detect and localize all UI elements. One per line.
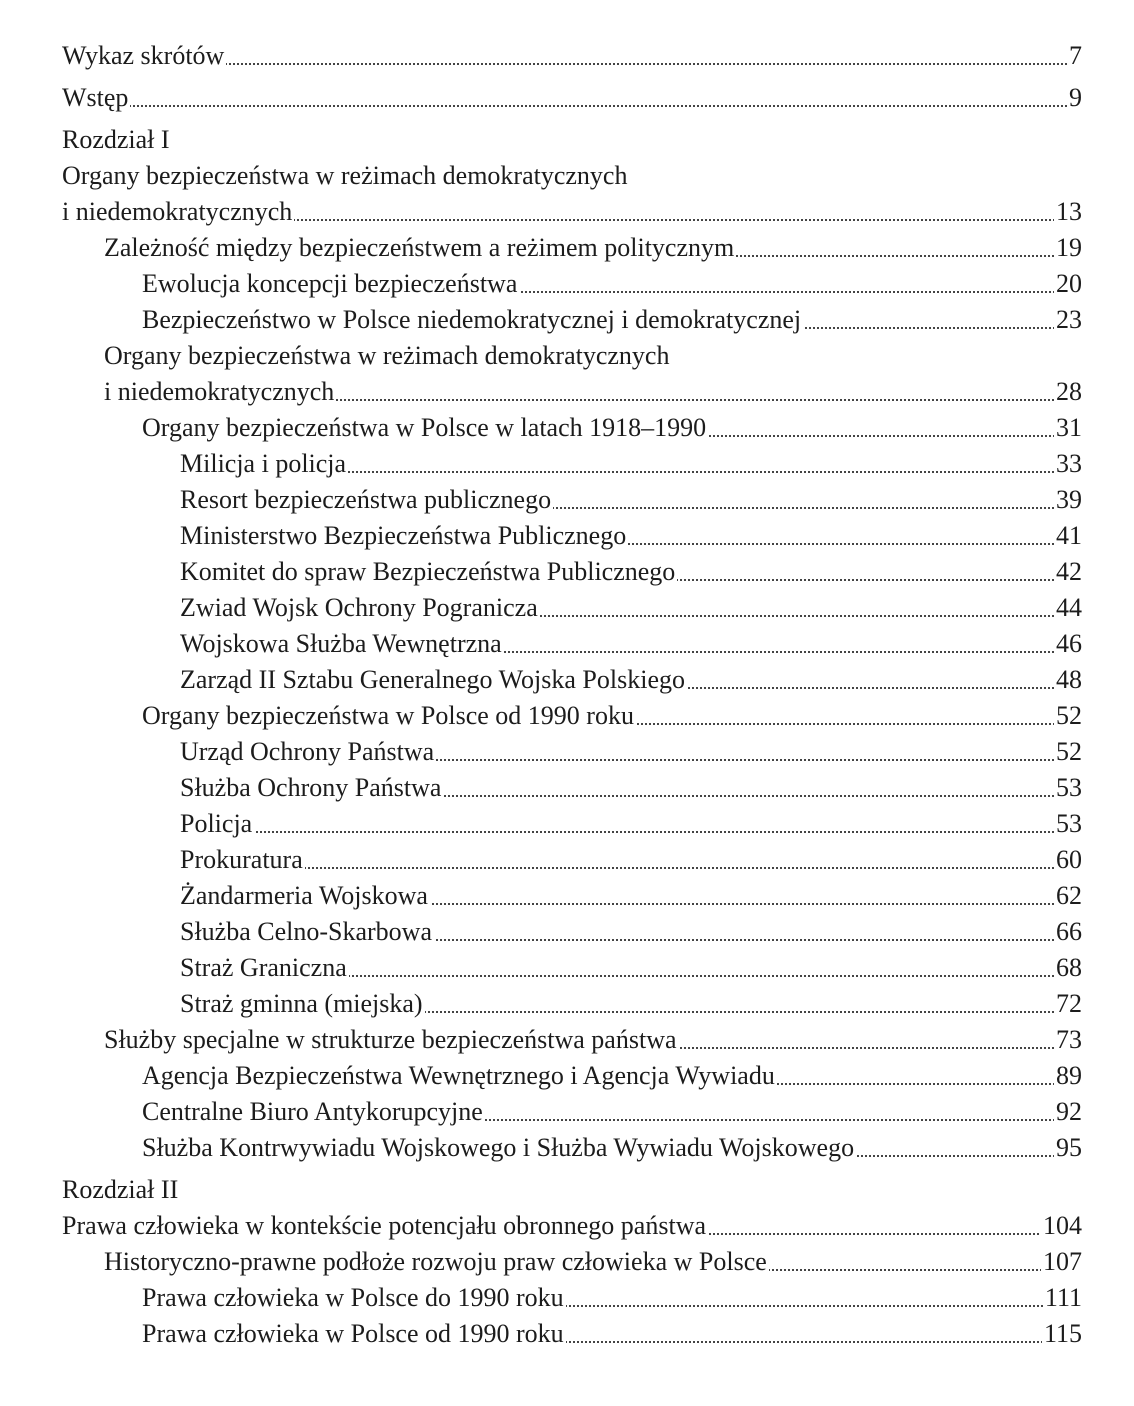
toc-entry-title: Służba Celno-Skarbowa bbox=[180, 917, 433, 946]
toc-entry bbox=[180, 806, 1082, 842]
toc-entry-title: Zwiad Wojsk Ochrony Pogranicza bbox=[180, 593, 538, 622]
toc-entry-title: Ewolucja koncepcji bezpieczeństwa bbox=[142, 269, 518, 298]
toc-entry-page: 72 bbox=[1054, 986, 1082, 1022]
table-of-contents bbox=[62, 38, 1082, 1352]
toc-entry-page: 52 bbox=[1054, 698, 1082, 734]
toc-entry-page: 73 bbox=[1054, 1022, 1082, 1058]
toc-entry-title: Organy bezpieczeństwa w Polsce w latach 1918–1990 bbox=[142, 413, 707, 442]
toc-entry-title: Ministerstwo Bezpieczeństwa Publicznego bbox=[180, 521, 627, 550]
toc-entry-title: Policja bbox=[180, 809, 253, 838]
toc-entry-page: 44 bbox=[1054, 590, 1082, 626]
toc-entry-title: Straż gminna (miejska) bbox=[180, 989, 423, 1018]
toc-entry bbox=[180, 734, 1082, 770]
toc-entry-title: Wykaz skrótów bbox=[62, 41, 225, 70]
toc-entry bbox=[142, 266, 1082, 302]
toc-entry-page: 28 bbox=[1054, 374, 1082, 410]
toc-entry-page: 9 bbox=[1067, 80, 1082, 116]
toc-entry bbox=[104, 1022, 1082, 1058]
toc-entry-page: 33 bbox=[1054, 446, 1082, 482]
toc-entry-title: Resort bezpieczeństwa publicznego bbox=[180, 485, 552, 514]
leader-dots bbox=[62, 105, 1082, 107]
toc-entry-page: 13 bbox=[1054, 194, 1082, 230]
toc-entry bbox=[180, 626, 1082, 662]
toc-entry-page: 48 bbox=[1054, 662, 1082, 698]
toc-entry bbox=[180, 518, 1082, 554]
toc-entry-page: 7 bbox=[1067, 38, 1082, 74]
toc-entry bbox=[180, 482, 1082, 518]
toc-entry-title: Prawa człowieka w Polsce do 1990 roku bbox=[142, 1283, 564, 1312]
toc-entry bbox=[180, 842, 1082, 878]
toc-entry bbox=[62, 1208, 1082, 1244]
toc-entry-page: 46 bbox=[1054, 626, 1082, 662]
toc-entry-title: Służby specjalne w strukturze bezpieczeństwa państwa bbox=[104, 1025, 677, 1054]
toc-entry-title: Urząd Ochrony Państwa bbox=[180, 737, 435, 766]
toc-entry-title: Straż Graniczna bbox=[180, 953, 347, 982]
toc-entry-page: 66 bbox=[1054, 914, 1082, 950]
toc-entry-title: Prawa człowieka w kontekście potencjału obronnego państwa bbox=[62, 1211, 707, 1240]
toc-entry bbox=[142, 302, 1082, 338]
toc-entry-introduction bbox=[62, 80, 1082, 116]
toc-entry bbox=[142, 698, 1082, 734]
toc-entry-title: Zależność między bezpieczeństwem a reżimem politycznym bbox=[104, 233, 735, 262]
toc-entry-page: 62 bbox=[1054, 878, 1082, 914]
toc-entry-title: Bezpieczeństwo w Polsce niedemokratycznej i demokratycznej bbox=[142, 305, 802, 334]
toc-entry-title: Rozdział II bbox=[62, 1175, 179, 1204]
toc-entry-title: Agencja Bezpieczeństwa Wewnętrznego i Agencja Wywiadu bbox=[142, 1061, 775, 1090]
toc-entry-title: Zarząd II Sztabu Generalnego Wojska Polskiego bbox=[180, 665, 685, 694]
toc-entry bbox=[104, 230, 1082, 266]
toc-entry bbox=[180, 950, 1082, 986]
toc-entry bbox=[180, 986, 1082, 1022]
toc-entry bbox=[142, 1094, 1082, 1130]
toc-entry-page: 41 bbox=[1054, 518, 1082, 554]
toc-entry bbox=[142, 1280, 1082, 1316]
toc-entry-title: Organy bezpieczeństwa w reżimach demokratycznych bbox=[104, 341, 670, 370]
toc-entry-abbreviations bbox=[62, 38, 1082, 74]
toc-entry-title: Wojskowa Służba Wewnętrzna bbox=[180, 629, 502, 658]
toc-entry-title: Służba Ochrony Państwa bbox=[180, 773, 442, 802]
toc-entry-title: Centralne Biuro Antykorupcyjne bbox=[142, 1097, 483, 1126]
toc-entry bbox=[180, 878, 1082, 914]
toc-entry-page: 20 bbox=[1054, 266, 1082, 302]
toc-entry-page: 92 bbox=[1054, 1094, 1082, 1130]
toc-entry-page: 42 bbox=[1054, 554, 1082, 590]
toc-entry-page: 89 bbox=[1054, 1058, 1082, 1094]
toc-entry-title: Prokuratura bbox=[180, 845, 303, 874]
toc-entry-page: 31 bbox=[1054, 410, 1082, 446]
leader-dots bbox=[180, 831, 1082, 833]
toc-entry-title: Wstęp bbox=[62, 83, 129, 112]
toc-entry bbox=[180, 770, 1082, 806]
leader-dots bbox=[180, 867, 1082, 869]
toc-entry bbox=[180, 554, 1082, 590]
chapter-label bbox=[62, 122, 1082, 158]
toc-entry-title: Żandarmeria Wojskowa bbox=[180, 881, 428, 910]
toc-entry bbox=[180, 662, 1082, 698]
toc-entry-title: Organy bezpieczeństwa w Polsce od 1990 roku bbox=[142, 701, 634, 730]
toc-entry bbox=[180, 590, 1082, 626]
toc-entry bbox=[62, 194, 1082, 230]
toc-entry-title: Służba Kontrwywiadu Wojskowego i Służba Wywiadu Wojskowego bbox=[142, 1133, 855, 1162]
toc-entry-title: Komitet do spraw Bezpieczeństwa Publicznego bbox=[180, 557, 676, 586]
toc-entry-page: 60 bbox=[1054, 842, 1082, 878]
chapter-title-line bbox=[62, 158, 1082, 194]
toc-entry-title: i niedemokratycznych bbox=[62, 197, 293, 226]
chapter-label bbox=[62, 1172, 1082, 1208]
toc-entry-page: 39 bbox=[1054, 482, 1082, 518]
toc-entry-page: 53 bbox=[1054, 806, 1082, 842]
toc-entry-title: i niedemokratycznych bbox=[104, 377, 335, 406]
toc-entry-page: 111 bbox=[1043, 1280, 1082, 1316]
toc-entry-page: 19 bbox=[1054, 230, 1082, 266]
toc-entry bbox=[142, 1316, 1082, 1352]
toc-entry-page: 104 bbox=[1041, 1208, 1082, 1244]
toc-entry bbox=[180, 914, 1082, 950]
toc-entry bbox=[104, 374, 1082, 410]
toc-entry-page: 95 bbox=[1054, 1130, 1082, 1166]
toc-entry-title: Rozdział I bbox=[62, 125, 170, 154]
toc-entry bbox=[142, 1058, 1082, 1094]
toc-entry-page: 52 bbox=[1054, 734, 1082, 770]
toc-entry bbox=[142, 1130, 1082, 1166]
toc-entry-page: 53 bbox=[1054, 770, 1082, 806]
toc-entry bbox=[104, 1244, 1082, 1280]
toc-entry-title: Prawa człowieka w Polsce od 1990 roku bbox=[142, 1319, 564, 1348]
toc-entry-page: 107 bbox=[1041, 1244, 1082, 1280]
toc-entry-page: 23 bbox=[1054, 302, 1082, 338]
toc-entry bbox=[180, 446, 1082, 482]
toc-entry-title: Historyczno-prawne podłoże rozwoju praw człowieka w Polsce bbox=[104, 1247, 767, 1276]
toc-entry bbox=[142, 410, 1082, 446]
toc-entry-title: Milicja i policja bbox=[180, 449, 347, 478]
toc-entry-page: 115 bbox=[1042, 1316, 1082, 1352]
toc-entry-title-line bbox=[104, 338, 1082, 374]
toc-entry-page: 68 bbox=[1054, 950, 1082, 986]
toc-entry-title: Organy bezpieczeństwa w reżimach demokratycznych bbox=[62, 161, 628, 190]
